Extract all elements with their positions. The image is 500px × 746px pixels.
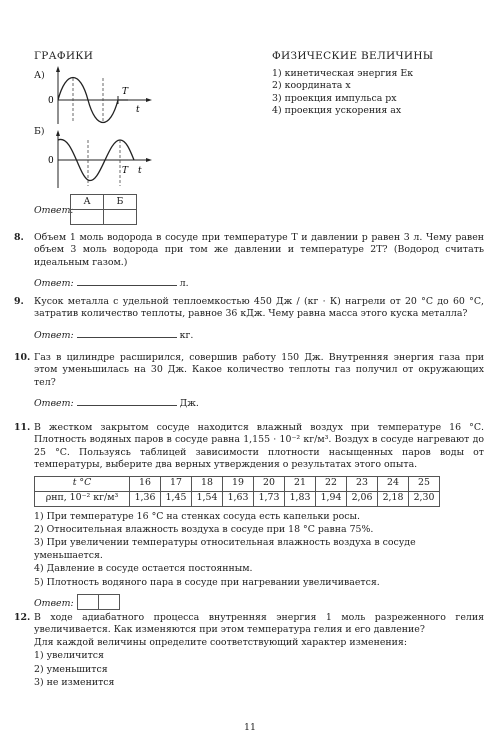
answer-boxes	[77, 594, 120, 610]
option-item: 1) увеличится	[34, 650, 104, 662]
temp-cell: 23	[347, 476, 378, 491]
answer-cell-a[interactable]	[71, 210, 104, 225]
question-text: В ходе адиабатного процесса внутренняя энергия 1 моль разреженного гелия увеличивается. Как изменяются при этом температура гелия и его давление?	[34, 612, 484, 636]
options-list	[34, 511, 484, 589]
graph-a-label: А)	[34, 70, 45, 81]
answer-label: Ответ:	[34, 598, 74, 610]
graph-b-zero: 0	[48, 156, 54, 166]
quantity-item: 4) проекция ускорения ax	[272, 105, 402, 117]
answer-unit: кг.	[179, 329, 194, 341]
option-item: 1) При температуре 16 °С на стенках сосуда есть капельки росы.	[34, 510, 360, 522]
graph-b-axis-t: t	[138, 166, 142, 176]
answer-cell-b[interactable]	[104, 210, 137, 225]
table-row	[35, 476, 440, 491]
graph-a-period: T	[122, 87, 129, 97]
density-cell: 1,73	[254, 491, 285, 506]
option-item: 3) не изменится	[34, 677, 115, 689]
answer-box[interactable]	[98, 595, 119, 610]
question-number: 8.	[14, 232, 24, 243]
density-cell: 1,94	[316, 491, 347, 506]
option-item: 4) Давление в сосуде остается постоянным.	[34, 563, 253, 575]
quantity-item: 3) проекция импульса px	[272, 92, 397, 104]
temp-cell: 21	[285, 476, 316, 491]
question-8	[14, 232, 484, 291]
graph-b-label: Б)	[34, 126, 45, 137]
answer-blank[interactable]	[77, 395, 177, 406]
option-item: 2) уменьшится	[34, 663, 108, 675]
table-row-head: t °С	[35, 476, 130, 491]
question-text: Газ в цилиндре расширился, совершив работу 150 Дж. Внутренняя энергия газа при этом уменьшилась на 30 Дж. Какое количество теплоты газ получил от окружающих тел?	[34, 352, 484, 388]
question-9	[14, 296, 484, 342]
temp-cell: 19	[223, 476, 254, 491]
graph-b	[44, 130, 154, 190]
density-cell: 2,18	[378, 491, 409, 506]
question-text: Кусок металла с удельной теплоемкостью 450 Дж / (кг · К) нагрели от 20 °С до 60 °С, затратив количество теплоты, равное 36 кДж. Чему равна масса этого куска металла?	[34, 296, 484, 320]
density-cell: 1,45	[161, 491, 192, 506]
answer-unit: Дж.	[179, 398, 199, 410]
graph-b-period: T	[122, 166, 129, 176]
option-item: 2) Относительная влажность воздуха в сосуде при 18 °С равна 75%.	[34, 524, 374, 536]
temp-cell: 24	[378, 476, 409, 491]
col-a-header: А	[71, 195, 104, 210]
graph-a-zero: 0	[48, 96, 54, 106]
question-number: 9.	[14, 296, 24, 307]
quantities-header: ФИЗИЧЕСКИЕ ВЕЛИЧИНЫ	[272, 50, 434, 62]
answer-label: Ответ:	[34, 398, 74, 410]
answer-label: Ответ:	[34, 278, 74, 290]
question-text: В жестком закрытом сосуде находится влажный воздух при температуре 16 °С. Плотность водяных паров в сосуде равна 1,155 · 10⁻² кг/м³. Воздух в сосуде нагревают до 25 °С. Пользуясь таблицей зависимости плотности насыщенных паров воды от температуры, выберите два верных утверждения о результатах этого опыта.	[34, 422, 484, 471]
density-cell: 1,36	[130, 491, 161, 506]
page-number: 11	[244, 722, 256, 733]
density-cell: 2,06	[347, 491, 378, 506]
table-row-head: ρнп, 10⁻² кг/м³	[35, 491, 130, 506]
table-row	[35, 491, 440, 506]
density-cell: 2,30	[409, 491, 440, 506]
question-instruction: Для каждой величины определите соответствующий характер изменения:	[34, 636, 407, 648]
question-10	[14, 352, 484, 411]
answer-label: Ответ:	[34, 329, 74, 341]
temp-cell: 22	[316, 476, 347, 491]
answer-blank[interactable]	[77, 327, 177, 338]
temp-cell: 16	[130, 476, 161, 491]
quantity-item: 1) кинетическая энергия Eк	[272, 68, 414, 79]
answer-box[interactable]	[77, 595, 98, 610]
density-cell: 1,63	[223, 491, 254, 506]
question-number: 11.	[14, 422, 31, 433]
option-item: 5) Плотность водяного пара в сосуде при нагревании увеличивается.	[34, 576, 380, 588]
option-item: 3) При увеличении температуры относительная влажность воздуха в сосуде уменьшается.	[34, 537, 416, 561]
density-table	[34, 476, 440, 507]
temp-cell: 20	[254, 476, 285, 491]
answer-label-ab: Ответ:	[34, 205, 74, 216]
graph-a-axis-t: t	[136, 105, 140, 115]
question-12	[14, 612, 484, 690]
question-number: 10.	[14, 352, 31, 363]
temp-cell: 17	[161, 476, 192, 491]
question-text: Объем 1 моль водорода в сосуде при температуре T и давлении p равен 3 л. Чему равен объем 3 моль водорода при том же давлении и температуре 2T? (Водород считать идеальным газом.)	[34, 232, 484, 268]
temp-cell: 18	[192, 476, 223, 491]
density-cell: 1,54	[192, 491, 223, 506]
options-list	[34, 650, 484, 689]
question-number: 12.	[14, 612, 31, 623]
quantity-item: 2) координата x	[272, 80, 351, 92]
answer-unit: л.	[179, 278, 189, 290]
graph-a	[44, 66, 154, 126]
col-b-header: Б	[104, 195, 137, 210]
answer-blank[interactable]	[77, 275, 177, 286]
quantities-list	[272, 68, 413, 118]
temp-cell: 25	[409, 476, 440, 491]
density-cell: 1,83	[285, 491, 316, 506]
question-11	[14, 422, 484, 613]
answer-table-ab	[70, 194, 137, 225]
graphs-header: ГРАФИКИ	[34, 50, 94, 62]
